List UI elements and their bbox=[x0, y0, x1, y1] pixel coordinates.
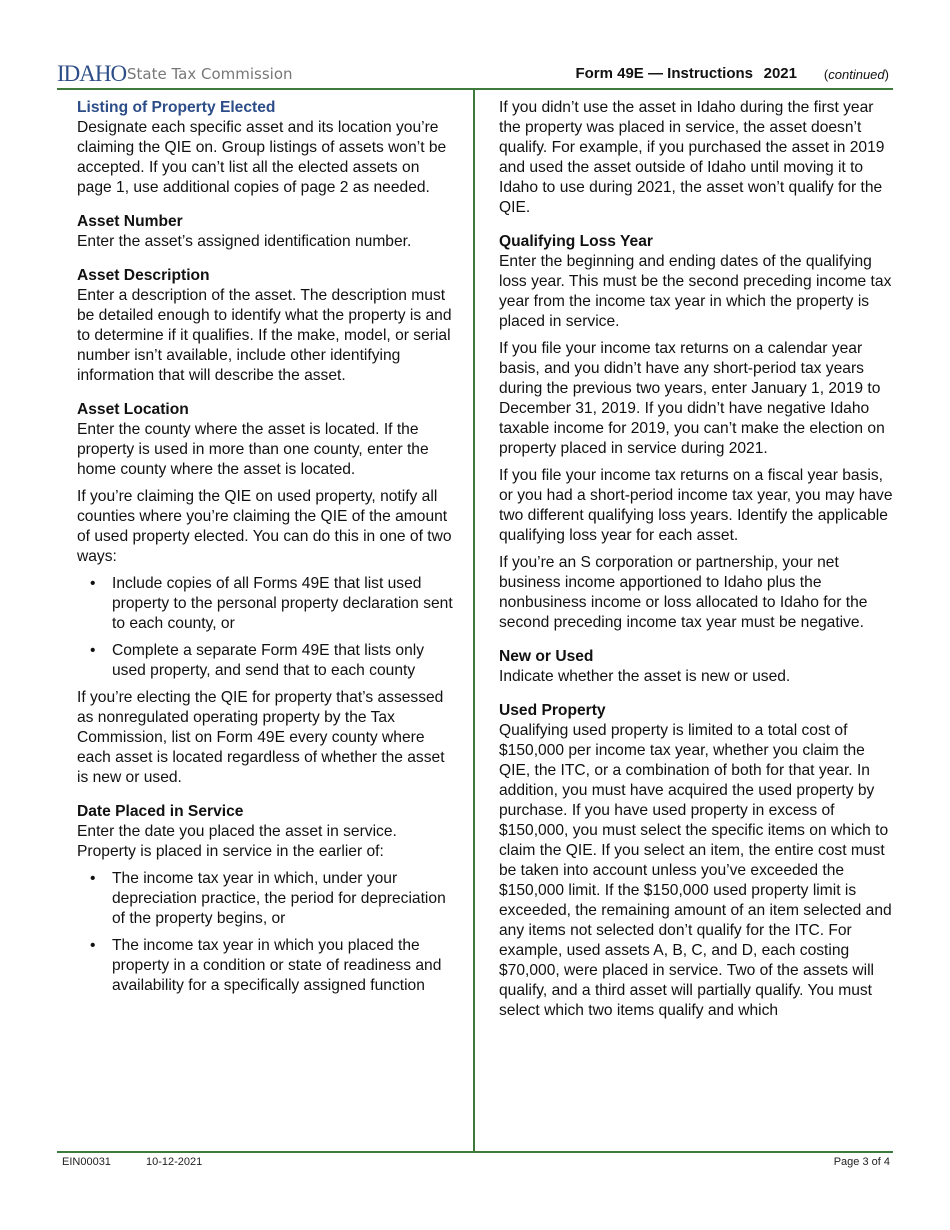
agency-name: State Tax Commission bbox=[127, 65, 293, 83]
paragraph: Enter a description of the asset. The description must be detailed enough to identify what the property is and to determine if it qualifies. If the make, model, or serial number isn’t available, include other identifying information that will describe the asset. bbox=[77, 287, 452, 384]
footer-rule bbox=[57, 1151, 893, 1153]
section-used-property bbox=[499, 701, 894, 1021]
paragraph: Enter the date you placed the asset in service. Property is placed in service in the earlier of: bbox=[77, 823, 397, 860]
paragraph: If you’re claiming the QIE on used property, notify all counties where you’re claiming the QIE of the amount of used property elected. You can do this in one of two ways: bbox=[77, 488, 452, 565]
continued-label: (continued) bbox=[823, 67, 889, 82]
form-year: 2021 bbox=[763, 65, 797, 82]
section-asset-description bbox=[77, 266, 457, 386]
paragraph: Qualifying used property is limited to a total cost of $150,000 per income tax year, whether you claim the QIE, the ITC, or a combination of both for that year. In addition, you must have acquired the used property by purchase. If you have used property in excess of $150,000, you must select the specific items on which to claim the QIE. If you select an item, the entire cost must be taken into account unless you’ve exceeded the $150,000 limit. If the $150,000 used property limit is exceeded, the remaining amount of an item selected and any items not selected don’t qualify for the ITC. For example, used assets A, B, C, and D, each costing $70,000, were placed in service. Two of the assets will qualify, and a third asset will partially qualify. You must select which two items qualify and which bbox=[499, 722, 892, 1019]
heading-used-property: Used Property bbox=[499, 702, 606, 719]
heading-asset-location: Asset Location bbox=[77, 401, 189, 418]
section-first-year-use bbox=[499, 98, 894, 218]
bullet-list bbox=[77, 869, 457, 996]
page-number: Page 3 of 4 bbox=[833, 1156, 890, 1168]
paragraph: If you file your income tax returns on a fiscal year basis, or you had a short-period income tax year, you may have two different qualifying loss years. Identify the applicable qualifying loss year for each asset. bbox=[499, 467, 893, 544]
paragraph: Enter the asset’s assigned identification number. bbox=[77, 233, 412, 250]
right-column bbox=[499, 98, 894, 1035]
revision-date: 10-12-2021 bbox=[146, 1156, 203, 1168]
paragraph: If you didn’t use the asset in Idaho during the first year the property was placed in service, the asset doesn’t qualify. For example, if you purchased the asset in 2019 and used the asset outside of Idaho until moving it to Idaho to use during 2021, the asset won’t qualify for the QIE. bbox=[499, 99, 885, 216]
list-item: • Include copies of all Forms 49E that list used property to the personal property declaration sent to each county, or bbox=[77, 574, 457, 634]
form-title: Form 49E — Instructions bbox=[575, 65, 753, 82]
section-asset-location bbox=[77, 400, 457, 788]
section-date-placed-in-service bbox=[77, 802, 457, 996]
paragraph: Enter the beginning and ending dates of the qualifying loss year. This must be the second preceding income tax year from the income tax year in which the property is placed in service. bbox=[499, 253, 892, 330]
heading-qualifying-loss-year: Qualifying Loss Year bbox=[499, 233, 653, 250]
heading-date-placed-in-service: Date Placed in Service bbox=[77, 803, 244, 820]
form-code: EIN00031 bbox=[62, 1156, 111, 1168]
paragraph: Designate each specific asset and its location you’re claiming the QIE on. Group listings of assets won’t be accepted. If you can’t list all the elected assets on page 1, use additional copies of page 2 as needed. bbox=[77, 119, 447, 196]
idaho-logo: IDAHO bbox=[57, 61, 127, 86]
heading-new-or-used: New or Used bbox=[499, 648, 594, 665]
heading-asset-description: Asset Description bbox=[77, 267, 210, 284]
paragraph: If you’re an S corporation or partnership, your net business income apportioned to Idaho plus the nonbusiness income or loss allocated to Idaho for the second preceding income tax year must be negative. bbox=[499, 554, 868, 631]
heading-listing-property: Listing of Property Elected bbox=[77, 99, 276, 116]
paragraph: Indicate whether the asset is new or used. bbox=[499, 668, 791, 685]
heading-asset-number: Asset Number bbox=[77, 213, 183, 230]
list-item: • The income tax year in which, under your depreciation practice, the period for depreciation of the property begins, or bbox=[77, 869, 457, 929]
section-asset-number bbox=[77, 212, 457, 252]
section-listing-property bbox=[77, 98, 457, 198]
header-rule bbox=[57, 88, 893, 90]
section-new-or-used bbox=[499, 647, 894, 687]
section-qualifying-loss-year bbox=[499, 232, 894, 633]
column-divider bbox=[473, 90, 475, 1152]
page-header bbox=[57, 62, 893, 86]
paragraph: If you’re electing the QIE for property that’s assessed as nonregulated operating property by the Tax Commission, list on Form 49E every county where each asset is located regardless of whether the asset is new or used. bbox=[77, 689, 445, 786]
paragraph: If you file your income tax returns on a calendar year basis, and you didn’t have any short-period tax years during the previous two years, enter January 1, 2019 to December 31, 2019. If you didn’t have negative Idaho taxable income for 2019, you can’t make the election on property placed in service during 2021. bbox=[499, 340, 885, 457]
list-item: • Complete a separate Form 49E that lists only used property, and send that to each county bbox=[77, 641, 457, 681]
left-column bbox=[77, 98, 457, 1010]
paragraph: Enter the county where the asset is located. If the property is used in more than one county, enter the home county where the asset is located. bbox=[77, 421, 429, 478]
bullet-list bbox=[77, 574, 457, 681]
list-item: • The income tax year in which you placed the property in a condition or state of readiness and availability for a specifically assigned function bbox=[77, 936, 457, 996]
